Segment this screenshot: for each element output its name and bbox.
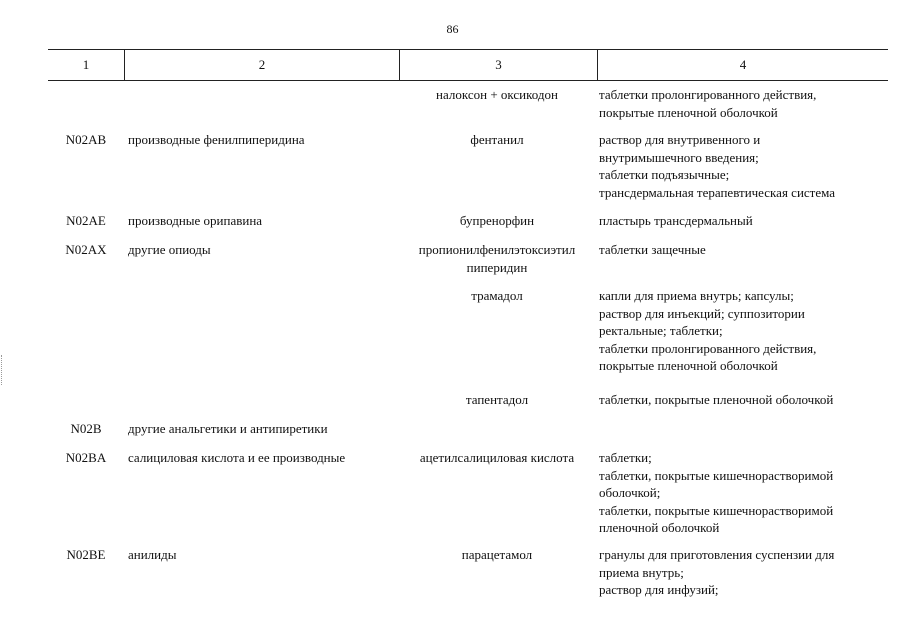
drug-name: ацетилсалициловая кислота	[419, 450, 575, 465]
dosage-form: таблетки защечные	[599, 242, 706, 257]
drug-name: трамадол	[471, 288, 523, 303]
atc-code: N02BE	[66, 547, 106, 562]
drug-name: фентанил	[470, 132, 524, 147]
atc-code: N02AE	[66, 213, 106, 228]
atc-group: другие опиоды	[128, 242, 211, 257]
header-col-4: 4	[739, 57, 747, 72]
margin-mark	[1, 355, 4, 385]
header-col-3: 3	[495, 57, 502, 72]
drug-name: налоксон + оксикодон	[436, 87, 558, 102]
header-col-2: 2	[258, 57, 266, 72]
dosage-form: пластырь трансдермальный	[599, 213, 753, 228]
atc-code: N02BA	[65, 450, 107, 465]
dosage-form: таблетки пролонгированного действия, покрытые пленочной оболочкой	[599, 87, 817, 120]
dosage-form: таблетки, покрытые пленочной оболочкой	[599, 392, 834, 407]
table-header	[48, 49, 888, 81]
page-number: 86	[446, 22, 459, 36]
atc-group: производные орипавина	[128, 213, 263, 228]
atc-group: производные фенилпиперидина	[128, 132, 305, 147]
drug-name: бупренорфин	[459, 213, 535, 228]
drug-name: тапентадол	[465, 392, 529, 407]
dosage-form: раствор для внутривенного и внутримышечного введения; таблетки подъязычные; трансдермальная терапевтическая система	[599, 132, 836, 200]
drug-name: парацетамол	[461, 547, 533, 562]
drug-name: пропионилфенилэтоксиэтил пиперидин	[418, 242, 576, 275]
dosage-form: гранулы для приготовления суспензии для приема внутрь; раствор для инфузий;	[599, 547, 835, 597]
dosage-form: таблетки; таблетки, покрытые кишечнорастворимой оболочкой; таблетки, покрытые кишечнорастворимой пленочной оболочкой	[599, 450, 834, 535]
header-col-1: 1	[82, 57, 90, 72]
dosage-form: капли для приема внутрь; капсулы; раствор для инъекций; суппозитории ректальные; таблетки; таблетки пролонгированного действия, покрытые пленочной оболочкой	[599, 288, 817, 373]
atc-group: салициловая кислота и ее производные	[128, 450, 346, 465]
atc-code: N02B	[70, 421, 102, 436]
atc-code: N02AX	[65, 242, 107, 257]
atc-group: другие анальгетики и антипиретики	[128, 421, 328, 436]
atc-group: анилиды	[128, 547, 177, 562]
atc-code: N02AB	[65, 132, 107, 147]
